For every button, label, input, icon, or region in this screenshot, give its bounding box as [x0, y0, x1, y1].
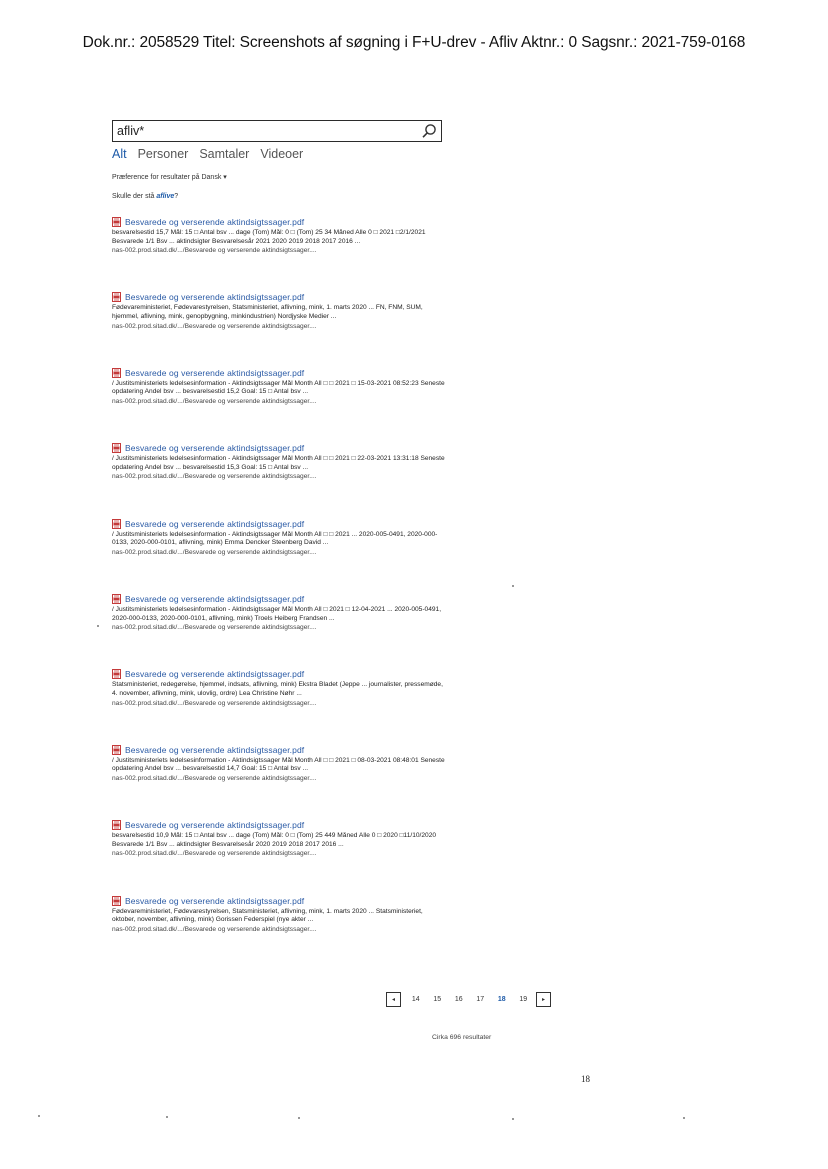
page-link[interactable]: 19	[519, 996, 528, 1003]
result-snippet: besvarelsestid 10,9 Mål: 15 □ Antal bsv ... dage (Tom) Mål: 0 □ (Tom) 25 449 Måned Alle 0 □ 2020 □11/10/2020 Besvarede 1/1 Bsv ... aktindsigter Besvarelsesår 2020 2019 2018 2017 2016 ...	[112, 832, 437, 848]
search-icon[interactable]	[421, 123, 437, 139]
result-url[interactable]: nas-002.prod.sitad.dk/.../Besvarede og verserende aktindsigtssager....	[112, 322, 317, 330]
pdf-file-icon	[112, 594, 121, 604]
result-title-link[interactable]: Besvarede og verserende aktindsigtssager.pdf	[125, 895, 305, 906]
result-snippet: Fødevareministeriet, Fødevarestyrelsen, Statsministeriet, aflivning, mink, 1. marts 2020 ... FN, FNM, SUM, hjemmel, aflivning, mink, genopbygning, minkindustrien) Nordjyske Medier ...	[112, 304, 423, 320]
result-url[interactable]: nas-002.prod.sitad.dk/.../Besvarede og verserende aktindsigtssager....	[112, 624, 317, 632]
did-you-mean-prefix: Skulle der stå	[112, 193, 157, 200]
page-link[interactable]: 15	[433, 996, 442, 1003]
result-title-row	[112, 895, 452, 907]
search-result	[112, 367, 452, 442]
result-snippet: / Justitsministeriets ledelsesinformation - Aktindsigtssager Mål Month All □ 2021 □ 12-04-2021 ... 2020-005-0491, 2020-000-0133, 2020-000-0101, aflivning, mink) Troels Heiberg Frandsen ...	[112, 605, 442, 622]
search-result	[112, 593, 452, 668]
result-title-row	[112, 216, 452, 228]
result-url[interactable]: nas-002.prod.sitad.dk/.../Besvarede og verserende aktindsigtssager....	[112, 925, 317, 933]
result-url[interactable]: nas-002.prod.sitad.dk/.../Besvarede og verserende aktindsigtssager....	[112, 247, 317, 255]
result-snippet: besvarelsestid 15,7 Mål: 15 □ Antal bsv ... dage (Tom) Mål: 0 □ (Tom) 25 34 Måned Alle 0 □ 2021 □2/1/2021 Besvarede 1/1 Bsv ... aktindsigter Besvarelsesår 2021 2020 2019 2018 2017 2016 ...	[112, 229, 426, 245]
did-you-mean-suggestion[interactable]: aflive	[156, 193, 175, 200]
tab-videoer[interactable]: Videoer	[260, 147, 304, 161]
pdf-file-icon	[112, 443, 121, 453]
tab-samtaler[interactable]: Samtaler	[199, 147, 250, 161]
pdf-file-icon	[112, 217, 121, 227]
pdf-file-icon	[112, 669, 121, 679]
result-url[interactable]: nas-002.prod.sitad.dk/.../Besvarede og verserende aktindsigtssager....	[112, 850, 317, 858]
result-title-link[interactable]: Besvarede og verserende aktindsigtssager.pdf	[125, 217, 305, 227]
pdf-file-icon	[112, 820, 121, 830]
search-result	[112, 442, 452, 517]
did-you-mean-suffix: ?	[174, 193, 179, 200]
result-title-row	[112, 518, 452, 530]
result-title-link[interactable]: Besvarede og verserende aktindsigtssager.pdf	[125, 669, 305, 680]
page-link[interactable]: 16	[454, 996, 463, 1003]
search-result	[112, 518, 452, 593]
page-link[interactable]: 14	[411, 996, 420, 1003]
search-result	[112, 668, 452, 743]
result-title-row	[112, 442, 452, 454]
tab-personer[interactable]: Personer	[137, 147, 189, 161]
scan-speck	[512, 1118, 514, 1120]
scan-speck	[97, 625, 99, 627]
result-snippet: / Justitsministeriets ledelsesinformation - Aktindsigtssager Mål Month All □ □ 2021 ... 2020-005-0491, 2020-000-0133, 2020-000-0101, aflivning, mink) Emma Dencker Steenberg David ...	[112, 530, 438, 547]
result-snippet: / Justitsministeriets ledelsesinformation - Aktindsigtssager Mål Month All □ □ 2021 □ 22-03-2021 13:31:18 Seneste opdatering Andel bsv ... besvarelsestid 15,3 Goal: 15 □ Antal bsv ...	[112, 455, 445, 471]
page-link-current[interactable]: 18	[497, 996, 506, 1003]
results-list	[112, 216, 512, 970]
pdf-file-icon	[112, 368, 121, 378]
result-title-link[interactable]: Besvarede og verserende aktindsigtssager.pdf	[125, 292, 305, 303]
pdf-file-icon	[112, 896, 121, 906]
result-title-link[interactable]: Besvarede og verserende aktindsigtssager.pdf	[125, 744, 305, 755]
result-title-link[interactable]: Besvarede og verserende aktindsigtssager.pdf	[125, 820, 305, 831]
result-snippet: / Justitsministeriets ledelsesinformation - Aktindsigtssager Mål Month All □ □ 2021 □ 15-03-2021 08:52:23 Seneste opdatering Andel bsv ... besvarelsestid 15,2 Goal: 15 □ Antal bsv ...	[112, 379, 445, 396]
result-title-link[interactable]: Besvarede og verserende aktindsigtssager.pdf	[125, 518, 305, 529]
page-link[interactable]: 17	[476, 996, 485, 1003]
result-title-row	[112, 668, 452, 680]
scan-speck	[512, 585, 514, 587]
search-result	[112, 895, 452, 970]
result-title-row	[112, 291, 452, 303]
search-result	[112, 819, 452, 894]
scan-speck	[38, 1115, 40, 1117]
result-title-link[interactable]: Besvarede og verserende aktindsigtssager.pdf	[125, 593, 305, 604]
search-result	[112, 291, 452, 366]
result-title-link[interactable]: Besvarede og verserende aktindsigtssager.pdf	[125, 367, 305, 378]
result-url[interactable]: nas-002.prod.sitad.dk/.../Besvarede og verserende aktindsigtssager....	[112, 774, 317, 782]
result-snippet: Fødevareministeriet, Fødevarestyrelsen, Statsministeriet, aflivning, mink, 1. marts 2020 ... Statsministeriet, oktober, november, aflivning, mink) Gorissen Federspiel (nye akter ...	[112, 907, 423, 924]
scan-speck	[166, 1116, 168, 1118]
result-url[interactable]: nas-002.prod.sitad.dk/.../Besvarede og verserende aktindsigtssager....	[112, 548, 317, 556]
did-you-mean	[112, 193, 512, 200]
next-page-button[interactable]: ▸	[536, 992, 551, 1007]
search-result	[112, 216, 452, 291]
result-title-row	[112, 819, 452, 831]
result-title-row	[112, 367, 452, 379]
result-title-row	[112, 593, 452, 605]
result-count: Cirka 696 resultater	[432, 1034, 492, 1041]
language-preference[interactable]: Præference for resultater på Dansk ▾	[112, 174, 227, 181]
page-number: 18	[581, 1074, 590, 1084]
result-url[interactable]: nas-002.prod.sitad.dk/.../Besvarede og verserende aktindsigtssager....	[112, 473, 317, 481]
tab-alt[interactable]: Alt	[112, 147, 127, 161]
search-input[interactable]	[117, 123, 407, 139]
search-screenshot	[112, 120, 512, 970]
search-result	[112, 744, 452, 819]
pagination	[386, 992, 551, 1007]
pdf-file-icon	[112, 292, 121, 302]
pdf-file-icon	[112, 745, 121, 755]
result-snippet: / Justitsministeriets ledelsesinformation - Aktindsigtssager Mål Month All □ □ 2021 □ 08-03-2021 08:48:01 Seneste opdatering Andel bsv ... besvarelsestid 14,7 Goal: 15 □ Antal bsv ...	[112, 756, 445, 773]
scan-speck	[298, 1117, 300, 1119]
result-url[interactable]: nas-002.prod.sitad.dk/.../Besvarede og verserende aktindsigtssager....	[112, 699, 317, 707]
result-url[interactable]: nas-002.prod.sitad.dk/.../Besvarede og verserende aktindsigtssager....	[112, 397, 317, 405]
result-snippet: Statsministeriet, redegørelse, hjemmel, indsats, aflivning, mink) Ekstra Bladet (Jeppe ... journalister, pressemøde, 4. november, aflivning, mink, ulovlig, ordre) Lea Christine Nøhr ...	[112, 681, 443, 697]
result-title-link[interactable]: Besvarede og verserende aktindsigtssager.pdf	[125, 443, 305, 454]
scan-speck	[683, 1117, 685, 1119]
result-title-row	[112, 744, 452, 756]
search-box[interactable]	[112, 120, 442, 142]
document-header: Dok.nr.: 2058529 Titel: Screenshots af søgning i F+U-drev - Afliv Aktnr.: 0 Sagsnr.: 2021-759-0168	[82, 34, 746, 51]
pdf-file-icon	[112, 519, 121, 529]
search-tabs	[112, 147, 512, 161]
previous-page-button[interactable]: ◂	[386, 992, 401, 1007]
